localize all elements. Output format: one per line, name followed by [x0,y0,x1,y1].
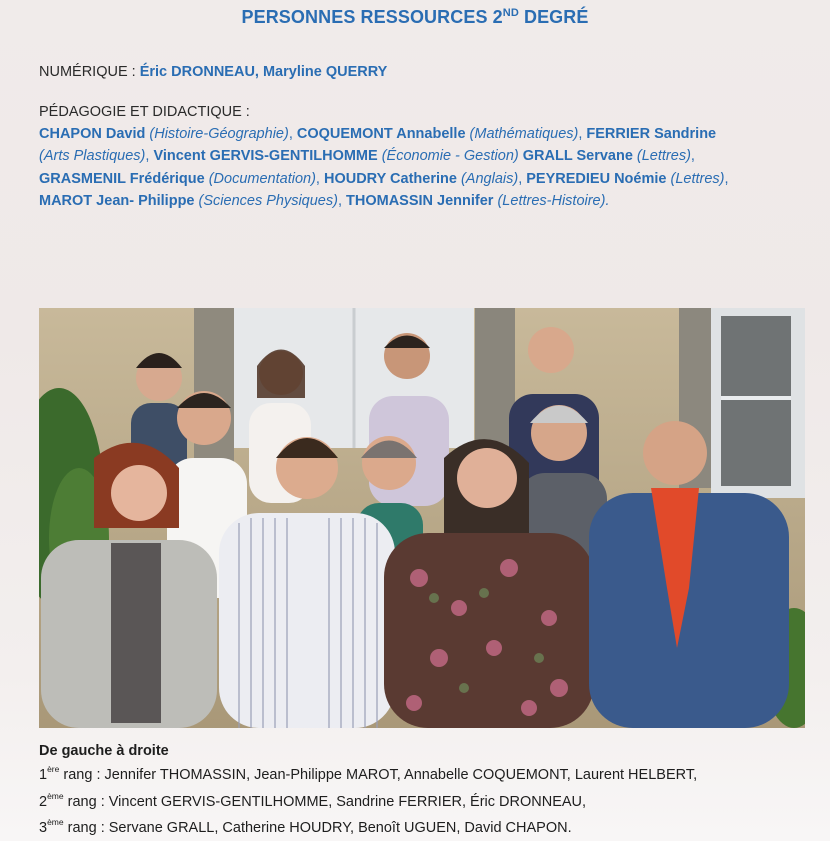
group-photo [39,308,805,728]
subject: (Lettres) [666,171,725,187]
separator: , [288,126,297,142]
person-name: HOUDRY Catherine [323,171,457,187]
separator: , [690,148,695,164]
separator: , [724,171,729,187]
person-name: MAROT Jean- Philippe [39,193,195,209]
numerique-names: Éric DRONNEAU, Maryline QUERRY [139,64,388,80]
numerique-label: NUMÉRIQUE : [39,64,140,80]
subject: (Lettres) [632,148,691,164]
person-name: GRASMENIL Frédérique [39,171,205,187]
caption-row-1: 1ère rang : Jennifer THOMASSIN, Jean-Philippe MAROT, Annabelle COQUEMONT, Laurent HELBERT, [39,764,698,783]
person-name: COQUEMONT Annabelle [296,126,466,142]
subject: (Arts Plastiques) [39,148,146,164]
separator: , [315,171,324,187]
pedagogie-line-3 [39,171,729,187]
caption-row-2: 2ème rang : Vincent GERVIS-GENTILHOMME, Sandrine FERRIER, Éric DRONNEAU, [39,791,587,810]
subject: (Histoire-Géographie) [145,126,289,142]
pedagogie-line-1 [39,126,716,142]
subject: (Anglais) [456,171,519,187]
caption-row-3: 3ème rang : Servane GRALL, Catherine HOUDRY, Benoît UGUEN, David CHAPON. [39,817,572,836]
person-name: FERRIER Sandrine [586,126,717,142]
subject: (Mathématiques) [465,126,579,142]
subject: (Économie - Gestion) [377,148,519,164]
separator: , [518,171,527,187]
pedagogie-label: PÉDAGOGIE ET DIDACTIQUE : [39,104,250,120]
person-name: Vincent GERVIS-GENTILHOMME [153,148,378,164]
person-name: GRALL Servane [522,148,633,164]
subject: (Documentation) [204,171,316,187]
separator: , [337,193,347,209]
caption-heading: De gauche à droite [39,743,169,759]
person-name: PEYREDIEU Noémie [526,171,667,187]
separator: , [145,148,154,164]
separator: , [578,126,587,142]
page-title: PERSONNES RESSOURCES 2ND DEGRÉ [241,7,589,27]
pedagogie-line-2 [39,148,695,164]
numerique-line [39,64,387,80]
pedagogie-line-4 [39,193,609,209]
subject: (Sciences Physiques) [194,193,338,209]
person-name: THOMASSIN Jennifer [346,193,494,209]
person-name: CHAPON David [39,126,146,142]
subject: (Lettres-Histoire). [493,193,610,209]
